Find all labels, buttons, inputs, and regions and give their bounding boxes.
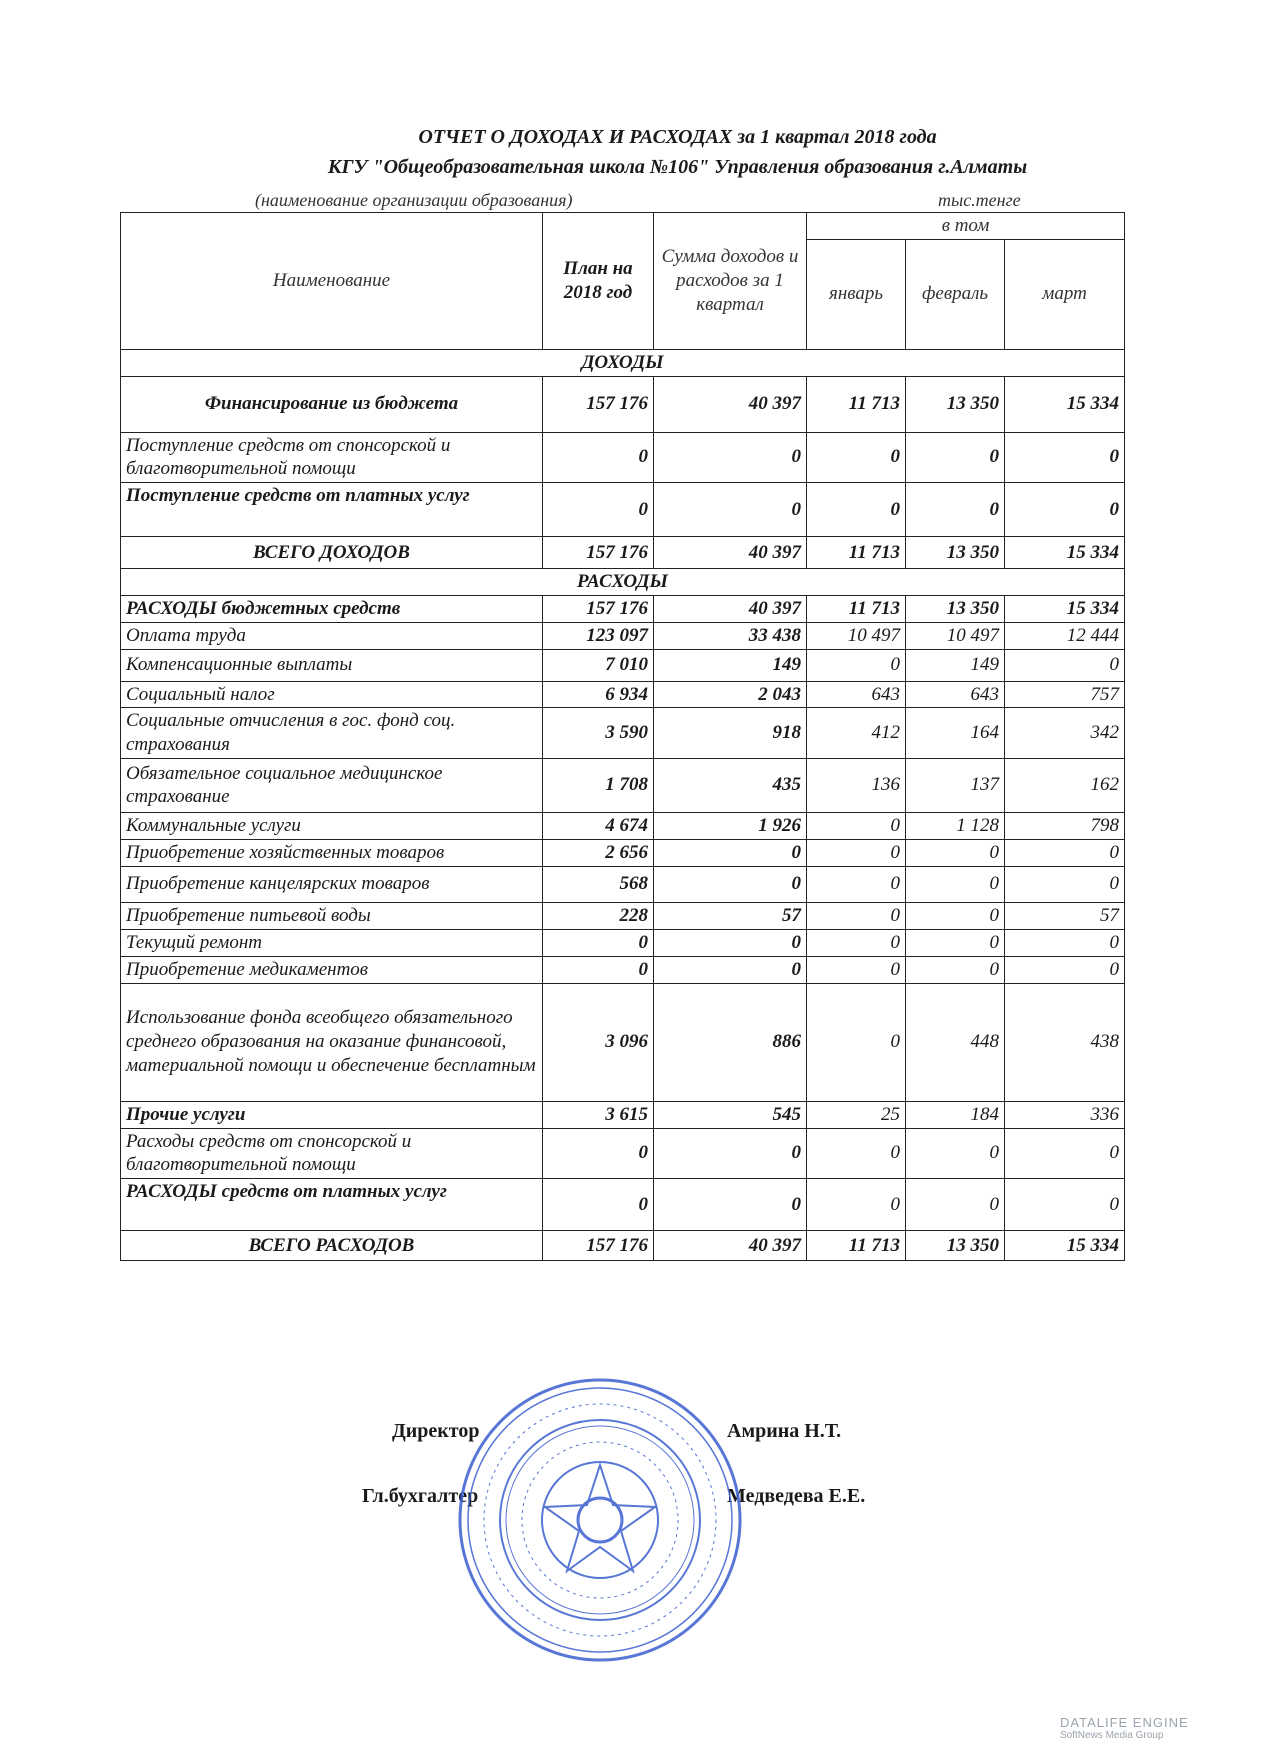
cell-sum: 0	[654, 956, 807, 983]
watermark-brand: DATALIFE ENGINE	[1060, 1715, 1189, 1730]
cell-feb: 13 350	[906, 595, 1005, 622]
cell-feb: 13 350	[906, 1231, 1005, 1261]
cell-feb: 0	[906, 432, 1005, 483]
cell-jan: 643	[807, 681, 906, 708]
cell-plan: 4 674	[543, 812, 654, 839]
cell-jan: 0	[807, 1179, 906, 1231]
cell-plan: 3 096	[543, 983, 654, 1101]
cell-sum: 0	[654, 483, 807, 537]
cell-sum: 0	[654, 1128, 807, 1179]
cell-feb: 0	[906, 956, 1005, 983]
cell-jan: 136	[807, 758, 906, 812]
cell-mar: 15 334	[1005, 1231, 1125, 1261]
cell-sum: 435	[654, 758, 807, 812]
cell-jan: 0	[807, 929, 906, 956]
cell-feb: 448	[906, 983, 1005, 1101]
cell-sum: 886	[654, 983, 807, 1101]
cell-name: Использование фонда всеобщего обязательного среднего образования на оказание финансовой, материальной помощи и обеспечение бесплатным	[121, 983, 543, 1101]
cell-name: Поступление средств от спонсорской и благотворительной помощи	[121, 432, 543, 483]
cell-plan: 6 934	[543, 681, 654, 708]
cell-name: Приобретение питьевой воды	[121, 902, 543, 929]
expense-row	[121, 983, 1125, 1101]
cell-mar: 0	[1005, 839, 1125, 866]
cell-plan: 0	[543, 1128, 654, 1179]
cell-jan: 11 713	[807, 376, 906, 432]
cell-mar: 15 334	[1005, 376, 1125, 432]
cell-jan: 0	[807, 902, 906, 929]
cell-feb: 184	[906, 1101, 1005, 1128]
cell-plan: 123 097	[543, 622, 654, 649]
cell-name: Финансирование из бюджета	[121, 376, 543, 432]
cell-plan: 0	[543, 956, 654, 983]
expense-row	[121, 839, 1125, 866]
cell-feb: 0	[906, 1179, 1005, 1231]
organization-caption: (наименование организации образования)	[255, 190, 573, 210]
director-label: Директор	[392, 1420, 480, 1442]
expense-row	[121, 929, 1125, 956]
cell-plan: 0	[543, 1179, 654, 1231]
cell-jan: 0	[807, 649, 906, 681]
cell-name: Приобретение медикаментов	[121, 956, 543, 983]
income-row	[121, 376, 1125, 432]
datalife-watermark	[1060, 1715, 1189, 1741]
cell-mar: 57	[1005, 902, 1125, 929]
expense-row	[121, 902, 1125, 929]
cell-plan: 157 176	[543, 376, 654, 432]
expense-row	[121, 1101, 1125, 1128]
cell-feb: 149	[906, 649, 1005, 681]
cell-name: Обязательное социальное медицинское страхование	[121, 758, 543, 812]
cell-mar: 0	[1005, 929, 1125, 956]
cell-plan: 157 176	[543, 1231, 654, 1261]
cell-sum: 0	[654, 839, 807, 866]
section-income: ДОХОДЫ	[121, 349, 1125, 376]
cell-jan: 0	[807, 1128, 906, 1179]
section-expense: РАСХОДЫ	[121, 569, 1125, 596]
cell-sum: 0	[654, 1179, 807, 1231]
cell-name: Текущий ремонт	[121, 929, 543, 956]
col-header-march: март	[1005, 239, 1125, 349]
cell-name: Приобретение канцелярских товаров	[121, 866, 543, 902]
cell-plan: 568	[543, 866, 654, 902]
cell-sum: 33 438	[654, 622, 807, 649]
cell-name: Социальные отчисления в гос. фонд соц. страхования	[121, 708, 543, 759]
cell-plan: 2 656	[543, 839, 654, 866]
cell-plan: 3 590	[543, 708, 654, 759]
cell-mar: 336	[1005, 1101, 1125, 1128]
cell-name: Социальный налог	[121, 681, 543, 708]
cell-feb: 1 128	[906, 812, 1005, 839]
cell-jan: 11 713	[807, 1231, 906, 1261]
cell-name: Расходы средств от спонсорской и благотворительной помощи	[121, 1128, 543, 1179]
director-name: Амрина Н.Т.	[727, 1420, 842, 1442]
expense-row	[121, 956, 1125, 983]
expense-row	[121, 1179, 1125, 1231]
cell-name: ВСЕГО РАСХОДОВ	[121, 1231, 543, 1261]
cell-feb: 643	[906, 681, 1005, 708]
cell-jan: 0	[807, 812, 906, 839]
cell-name: Поступление средств от платных услуг	[121, 483, 543, 537]
cell-plan: 0	[543, 483, 654, 537]
cell-mar: 162	[1005, 758, 1125, 812]
cell-mar: 0	[1005, 432, 1125, 483]
cell-feb: 0	[906, 866, 1005, 902]
expense-row	[121, 649, 1125, 681]
cell-mar: 0	[1005, 483, 1125, 537]
cell-feb: 0	[906, 1128, 1005, 1179]
report-table	[120, 212, 1125, 1261]
cell-sum: 545	[654, 1101, 807, 1128]
cell-jan: 25	[807, 1101, 906, 1128]
cell-jan: 0	[807, 956, 906, 983]
cell-feb: 164	[906, 708, 1005, 759]
cell-mar: 15 334	[1005, 595, 1125, 622]
income-row	[121, 483, 1125, 537]
cell-sum: 40 397	[654, 376, 807, 432]
cell-mar: 0	[1005, 649, 1125, 681]
units-label: тыс.тенге	[938, 190, 1021, 210]
cell-feb: 0	[906, 902, 1005, 929]
cell-mar: 798	[1005, 812, 1125, 839]
col-header-february: февраль	[906, 239, 1005, 349]
cell-sum: 0	[654, 866, 807, 902]
expense-total-row	[121, 1231, 1125, 1261]
cell-plan: 7 010	[543, 649, 654, 681]
cell-feb: 137	[906, 758, 1005, 812]
cell-plan: 157 176	[543, 595, 654, 622]
cell-mar: 0	[1005, 1179, 1125, 1231]
watermark-sub: SoftNews Media Group	[1060, 1730, 1164, 1741]
cell-sum: 57	[654, 902, 807, 929]
cell-jan: 0	[807, 983, 906, 1101]
income-total-row	[121, 537, 1125, 569]
cell-feb: 0	[906, 483, 1005, 537]
cell-sum: 1 926	[654, 812, 807, 839]
cell-jan: 11 713	[807, 595, 906, 622]
cell-mar: 757	[1005, 681, 1125, 708]
col-header-group: в том	[807, 213, 1125, 240]
cell-sum: 0	[654, 929, 807, 956]
official-seal-icon	[455, 1375, 745, 1665]
expense-row	[121, 595, 1125, 622]
cell-mar: 342	[1005, 708, 1125, 759]
cell-plan: 0	[543, 432, 654, 483]
col-header-plan: План на 2018 год	[543, 213, 654, 350]
cell-name: РАСХОДЫ средств от платных услуг	[121, 1179, 543, 1231]
report-title: ОТЧЕТ О ДОХОДАХ И РАСХОДАХ за 1 квартал 2018 года	[418, 126, 937, 148]
cell-jan: 11 713	[807, 537, 906, 569]
expense-row	[121, 758, 1125, 812]
cell-sum: 2 043	[654, 681, 807, 708]
cell-plan: 157 176	[543, 537, 654, 569]
cell-plan: 228	[543, 902, 654, 929]
cell-jan: 0	[807, 866, 906, 902]
cell-jan: 0	[807, 483, 906, 537]
cell-name: Оплата труда	[121, 622, 543, 649]
cell-feb: 0	[906, 929, 1005, 956]
accountant-label: Гл.бухгалтер	[362, 1485, 479, 1507]
cell-name: Компенсационные выплаты	[121, 649, 543, 681]
cell-sum: 918	[654, 708, 807, 759]
cell-sum: 0	[654, 432, 807, 483]
cell-feb: 13 350	[906, 376, 1005, 432]
col-header-name: Наименование	[121, 213, 543, 350]
expense-row	[121, 1128, 1125, 1179]
expense-row	[121, 708, 1125, 759]
col-header-sum: Сумма доходов и расходов за 1 квартал	[654, 213, 807, 350]
income-row	[121, 432, 1125, 483]
organization-name: КГУ "Общеобразовательная школа №106" Управления образования г.Алматы	[327, 156, 1028, 178]
cell-name: Коммунальные услуги	[121, 812, 543, 839]
cell-sum: 40 397	[654, 1231, 807, 1261]
cell-plan: 0	[543, 929, 654, 956]
cell-mar: 438	[1005, 983, 1125, 1101]
expense-row	[121, 866, 1125, 902]
cell-feb: 13 350	[906, 537, 1005, 569]
cell-sum: 40 397	[654, 537, 807, 569]
cell-name: РАСХОДЫ бюджетных средств	[121, 595, 543, 622]
cell-feb: 10 497	[906, 622, 1005, 649]
cell-name: ВСЕГО ДОХОДОВ	[121, 537, 543, 569]
cell-mar: 12 444	[1005, 622, 1125, 649]
cell-jan: 0	[807, 839, 906, 866]
cell-mar: 0	[1005, 1128, 1125, 1179]
cell-plan: 3 615	[543, 1101, 654, 1128]
cell-mar: 15 334	[1005, 537, 1125, 569]
cell-sum: 40 397	[654, 595, 807, 622]
cell-name: Приобретение хозяйственных товаров	[121, 839, 543, 866]
accountant-name: Медведева Е.Е.	[727, 1485, 866, 1507]
cell-jan: 0	[807, 432, 906, 483]
expense-row	[121, 681, 1125, 708]
cell-plan: 1 708	[543, 758, 654, 812]
cell-jan: 412	[807, 708, 906, 759]
cell-jan: 10 497	[807, 622, 906, 649]
cell-mar: 0	[1005, 956, 1125, 983]
cell-sum: 149	[654, 649, 807, 681]
expense-row	[121, 812, 1125, 839]
expense-row	[121, 622, 1125, 649]
cell-feb: 0	[906, 839, 1005, 866]
cell-name: Прочие услуги	[121, 1101, 543, 1128]
col-header-january: январь	[807, 239, 906, 349]
cell-mar: 0	[1005, 866, 1125, 902]
